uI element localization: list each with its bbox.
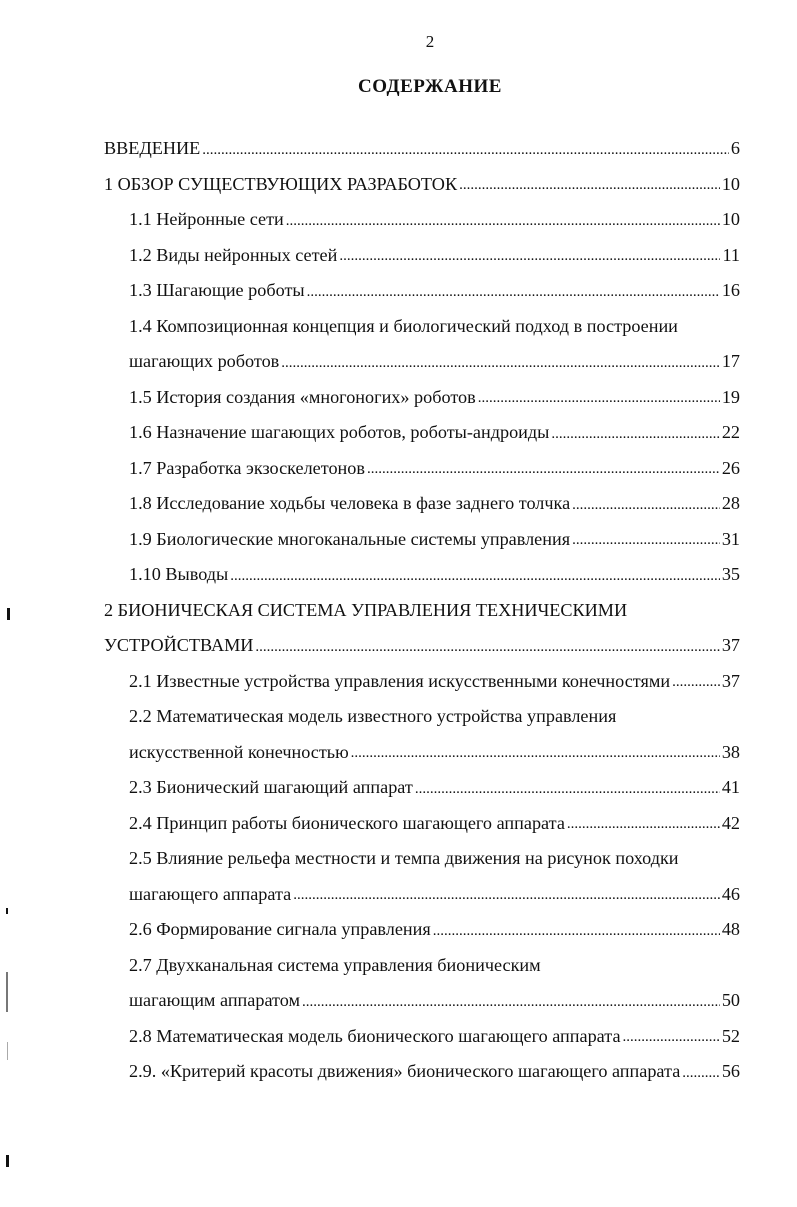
toc-entry-continuation	[104, 983, 740, 1019]
toc-leader-dots	[572, 528, 720, 557]
toc-entry-title: 2.1 Известные устройства управления искусственными конечностями	[129, 670, 671, 691]
toc-entry-page: 6	[730, 138, 740, 159]
toc-entry-page: 37	[721, 670, 740, 691]
toc-entry-page: 11	[722, 244, 740, 265]
toc-entry-page: 50	[721, 990, 740, 1011]
scan-artifact-mark	[6, 972, 8, 1012]
toc-entry-title: 1.10 Выводы	[129, 564, 229, 585]
toc-leader-dots	[551, 422, 719, 451]
toc-entry-title: 2.6 Формирование сигнала управления	[129, 919, 431, 940]
toc-leader-dots	[433, 919, 720, 948]
toc-leader-dots	[572, 493, 720, 522]
toc-entry-first-line	[104, 948, 740, 984]
toc-entry-first-line	[104, 841, 740, 877]
toc-entry-page: 48	[721, 919, 740, 940]
toc-entry-page: 31	[721, 528, 740, 549]
toc-leader-dots	[567, 812, 720, 841]
toc-entry	[104, 806, 740, 842]
page-title: СОДЕРЖАНИЕ	[358, 76, 502, 97]
toc-entry-page: 41	[721, 777, 740, 798]
toc-entry-title: 1.8 Исследование ходьбы человека в фазе заднего толчка	[129, 493, 571, 514]
toc-entry-title: шагающих роботов	[129, 351, 280, 372]
toc-leader-dots	[367, 457, 720, 486]
toc-entry-title: УСТРОЙСТВАМИ	[104, 635, 254, 656]
toc-leader-dots	[302, 990, 720, 1019]
table-of-contents	[104, 131, 740, 1090]
toc-leader-dots	[672, 670, 720, 699]
toc-entry-title: 2.7 Двухканальная система управления бионическим	[129, 954, 541, 975]
toc-entry-page: 16	[721, 280, 740, 301]
toc-entry	[104, 1019, 740, 1055]
toc-entry-title: 1.5 История создания «многоногих» роботов	[129, 386, 476, 407]
toc-entry-title: 1.2 Виды нейронных сетей	[129, 244, 338, 265]
toc-entry-title: 2 БИОНИЧЕСКАЯ СИСТЕМА УПРАВЛЕНИЯ ТЕХНИЧЕСКИМИ	[104, 599, 628, 620]
toc-leader-dots	[230, 564, 720, 593]
toc-entry-page: 35	[721, 564, 740, 585]
toc-entry-continuation	[104, 877, 740, 913]
toc-entry	[104, 912, 740, 948]
toc-entry-title: 2.5 Влияние рельефа местности и темпа движения на рисунок походки	[129, 848, 679, 869]
toc-entry-page: 52	[721, 1025, 740, 1046]
toc-entry-title: ВВЕДЕНИЕ	[104, 138, 201, 159]
toc-entry	[104, 486, 740, 522]
toc-entry	[104, 380, 740, 416]
scan-artifact-mark	[7, 1042, 8, 1060]
toc-leader-dots	[682, 1061, 720, 1090]
toc-entry-page: 46	[721, 883, 740, 904]
toc-leader-dots	[351, 741, 720, 770]
toc-entry	[104, 451, 740, 487]
page-number: 2	[425, 32, 435, 51]
toc-entry-continuation	[104, 344, 740, 380]
toc-entry-title: шагающего аппарата	[129, 883, 292, 904]
toc-entry	[104, 167, 740, 203]
toc-entry-page: 28	[721, 493, 740, 514]
toc-entry-continuation	[104, 735, 740, 771]
toc-leader-dots	[339, 244, 720, 273]
toc-entry	[104, 1054, 740, 1090]
toc-entry	[104, 131, 740, 167]
toc-leader-dots	[478, 386, 720, 415]
toc-leader-dots	[415, 777, 720, 806]
toc-entry-title: 1.6 Назначение шагающих роботов, роботы-андроиды	[129, 422, 550, 443]
toc-entry-first-line	[104, 309, 740, 345]
toc-leader-dots	[623, 1025, 720, 1054]
toc-entry	[104, 664, 740, 700]
toc-entry-title: 1.3 Шагающие роботы	[129, 280, 305, 301]
toc-entry-page: 38	[721, 741, 740, 762]
toc-entry-title: искусственной конечностью	[129, 741, 349, 762]
toc-leader-dots	[307, 280, 720, 309]
toc-entry-page: 17	[721, 351, 740, 372]
toc-entry-title: 1.1 Нейронные сети	[129, 209, 284, 230]
toc-entry	[104, 522, 740, 558]
scan-artifact-mark	[7, 608, 10, 620]
toc-entry-title: 2.4 Принцип работы бионического шагающего аппарата	[129, 812, 565, 833]
toc-entry-title: 2.3 Бионический шагающий аппарат	[129, 777, 413, 798]
toc-leader-dots	[459, 173, 720, 202]
toc-entry-title: 1.7 Разработка экзоскелетонов	[129, 457, 365, 478]
toc-entry-page: 19	[721, 386, 740, 407]
toc-entry-title: 1.4 Композиционная концепция и биологический подход в построении	[129, 315, 678, 336]
toc-entry	[104, 238, 740, 274]
toc-entry	[104, 273, 740, 309]
toc-entry-first-line	[104, 699, 740, 735]
toc-entry	[104, 770, 740, 806]
scan-artifact-mark	[6, 1155, 9, 1167]
toc-entry-continuation	[104, 628, 740, 664]
toc-entry-page: 22	[721, 422, 740, 443]
toc-entry-title: 1 ОБЗОР СУЩЕСТВУЮЩИХ РАЗРАБОТОК	[104, 173, 458, 194]
toc-entry	[104, 415, 740, 451]
toc-leader-dots	[255, 635, 719, 664]
toc-entry-page: 37	[721, 635, 740, 656]
toc-entry-title: шагающим аппаратом	[129, 990, 301, 1011]
scan-artifact-mark	[6, 908, 8, 914]
toc-entry-title: 2.8 Математическая модель бионического шагающего аппарата	[129, 1025, 621, 1046]
toc-entry-page: 42	[721, 812, 740, 833]
toc-entry-page: 56	[721, 1061, 740, 1082]
toc-entry-page: 26	[721, 457, 740, 478]
toc-entry-page: 10	[721, 173, 740, 194]
toc-entry-page: 10	[721, 209, 740, 230]
toc-leader-dots	[293, 883, 720, 912]
toc-entry-title: 2.2 Математическая модель известного устройства управления	[129, 706, 617, 727]
toc-leader-dots	[202, 138, 729, 167]
toc-entry-title: 1.9 Биологические многоканальные системы управления	[129, 528, 571, 549]
toc-leader-dots	[286, 209, 720, 238]
toc-leader-dots	[281, 351, 720, 380]
toc-entry-first-line	[104, 593, 740, 629]
toc-entry	[104, 202, 740, 238]
toc-entry-title: 2.9. «Критерий красоты движения» бионического шагающего аппарата	[129, 1061, 681, 1082]
toc-entry	[104, 557, 740, 593]
